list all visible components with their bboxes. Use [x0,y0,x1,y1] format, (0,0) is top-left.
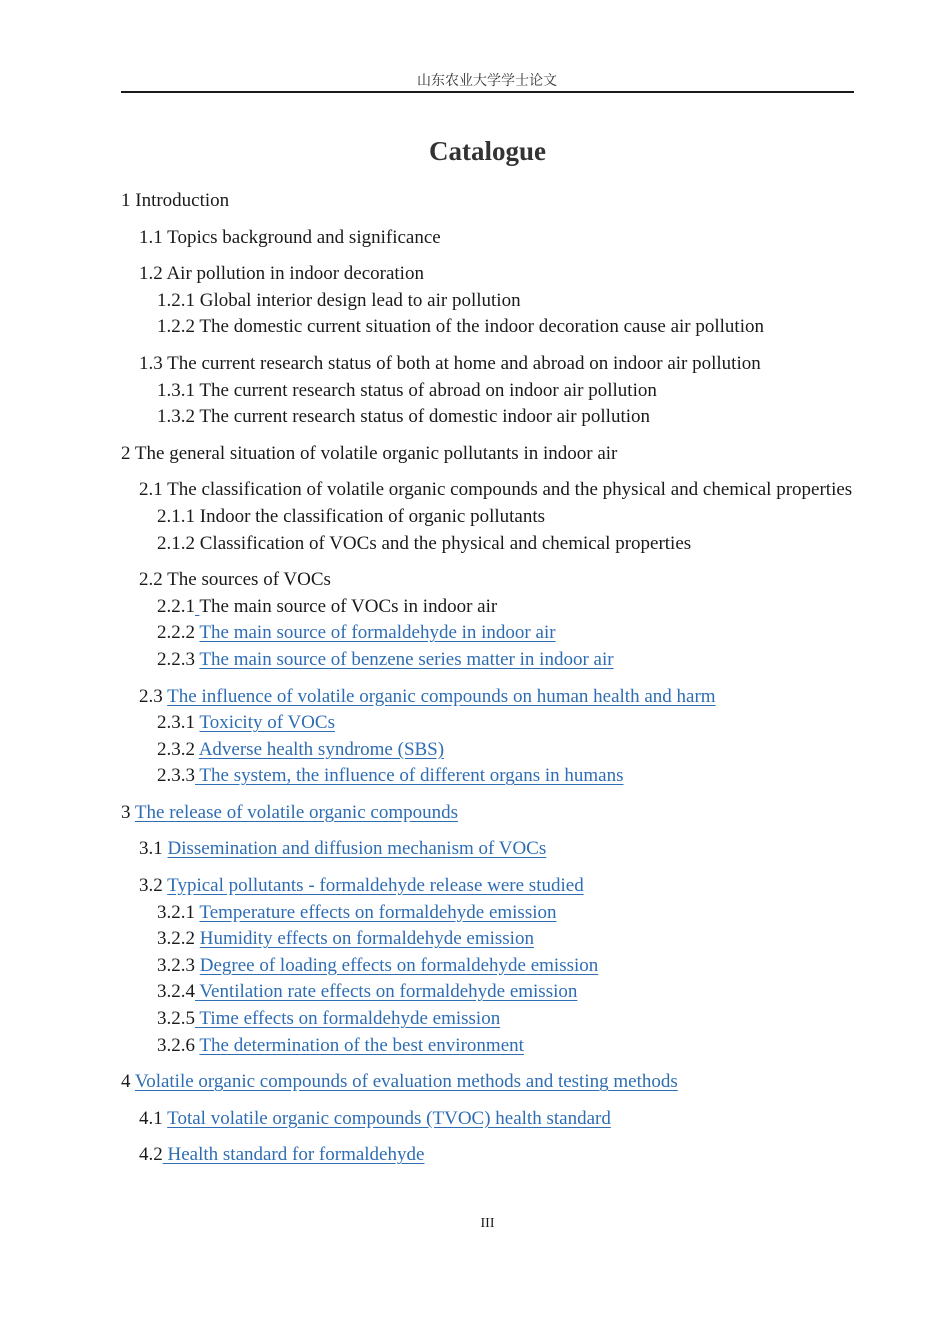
toc-entry-number: 2.1.2 [157,532,195,554]
toc-entry[interactable] [121,873,856,900]
toc-entry[interactable] [121,1033,856,1060]
toc-entry-link[interactable]: The release of volatile organic compounds [134,801,458,823]
toc-entry-title: The current research status of domestic indoor air pollution [199,406,651,428]
toc-entry-link[interactable]: The system, the influence of different organs in humans [199,765,624,787]
toc-entry[interactable] [121,1106,856,1133]
toc-entry-title: Global interior design lead to air pollution [199,289,521,311]
toc-entry-link[interactable]: Ventilation rate effects on formaldehyde emission [199,981,578,1003]
toc-entry-number: 2.3.2 [157,738,195,760]
toc-entry-link[interactable]: The influence of volatile organic compounds on human health and harm [167,685,716,707]
toc-entry-number: 1.3.1 [157,379,195,401]
toc-entry [121,261,856,288]
toc-entry-title: The general situation of volatile organic pollutants in indoor air [134,442,618,464]
toc-entry [121,188,856,215]
toc-entry-link[interactable]: Time effects on formaldehyde emission [199,1008,501,1030]
toc-entry-link[interactable]: Typical pollutants - formaldehyde release were studied [167,875,584,897]
toc-entry-title: The current research status of abroad on indoor air pollution [199,379,657,401]
page-number: III [480,1216,495,1231]
toc-entry[interactable] [121,979,856,1006]
toc-entry-number: 1.3.2 [157,406,195,428]
toc-entry-title: The current research status of both at home and abroad on indoor air pollution [167,352,761,374]
toc-entry-number: 2.3.1 [157,712,195,734]
toc-entry[interactable] [121,647,856,674]
toc-entry-number: 3.1 [139,838,163,860]
toc-entry[interactable] [121,620,856,647]
toc-entry [121,288,856,315]
toc-entry [121,404,856,431]
toc-entry[interactable] [121,836,856,863]
toc-entry-number: 3.2.5 [157,1008,195,1030]
toc-entry-number: 2.2 [139,569,163,591]
toc-entry-number: 2.3.3 [157,765,195,787]
toc-entry-title: The sources of VOCs [167,569,331,591]
toc-entry-link[interactable]: Health standard for formaldehyde [167,1144,425,1166]
toc-entry-number: 3.2.4 [157,981,195,1003]
toc-entry[interactable] [121,953,856,980]
toc-entry-title: The domestic current situation of the indoor decoration cause air pollution [199,316,764,338]
toc-entry-number: 3 [121,801,131,823]
toc-entry-number: 1.2 [139,263,163,285]
toc-entry-title: Introduction [135,190,230,211]
toc-entry-title: Air pollution in indoor decoration [166,263,424,285]
toc-entry-number: 1.2.2 [157,316,195,338]
toc-entry[interactable] [121,1069,856,1096]
page-title: Catalogue [429,136,546,166]
toc-entry-link[interactable]: Toxicity of VOCs [199,712,335,734]
toc-entry-number: 4.2 [139,1144,163,1166]
toc-entry[interactable] [121,737,856,764]
toc-entry-number: 1.3 [139,352,163,374]
toc-entry [121,531,856,558]
toc-entry[interactable] [121,1006,856,1033]
toc-entry-link[interactable]: The determination of the best environment [199,1034,524,1056]
toc-entry-link[interactable]: Adverse health syndrome (SBS) [198,738,445,760]
toc-entry-number: 4.1 [139,1107,163,1129]
toc-entry-title: Indoor the classification of organic pollutants [199,505,546,527]
toc-entry-title: The main source of VOCs in indoor air [199,595,498,617]
toc-entry-title: Classification of VOCs and the physical and chemical properties [199,532,692,554]
toc-entry-number: 3.2.3 [157,954,195,976]
toc-entry-link[interactable]: Degree of loading effects on formaldehyde emission [199,954,599,976]
toc-entry-title: The classification of volatile organic compounds and the physical and chemical properties [167,479,853,501]
toc-entry-link[interactable]: Humidity effects on formaldehyde emission [199,928,534,950]
toc-entry [121,441,856,468]
toc-entry[interactable] [121,763,856,790]
toc-entry-number: 4 [121,1071,131,1093]
toc-entry-number: 2.1.1 [157,505,195,527]
toc-entry [121,504,856,531]
toc-entry [121,567,856,594]
toc-entry[interactable] [121,710,856,737]
toc-entry [121,351,856,378]
toc-entry [121,378,856,405]
toc-entry-number: 3.2.2 [157,928,195,950]
toc-entry-link[interactable]: The main source of benzene series matter in indoor air [199,648,614,670]
toc-entry [121,594,856,621]
toc-entry-title: Topics background and significance [167,226,441,248]
toc-entry[interactable] [121,684,856,711]
header-rule [121,91,854,93]
toc-entry [121,477,856,504]
toc-entry-number: 1 [121,190,131,211]
toc-entry[interactable] [121,1142,856,1169]
toc-entry-number: 3.2.6 [157,1034,195,1056]
toc-entry-number: 2.2.2 [157,622,195,644]
toc-entry-number: 3.2 [139,875,163,897]
toc-entry-number: 1.1 [139,226,163,248]
toc-entry-number: 2.2.1 [157,595,195,617]
toc-entry-link[interactable]: Total volatile organic compounds (TVOC) health standard [167,1107,611,1129]
toc-entry-number: 1.2.1 [157,289,195,311]
running-header: 山东农业大学学士论文 [417,74,557,89]
toc-entry-link[interactable]: Temperature effects on formaldehyde emission [199,901,557,923]
toc-entry-number: 2.1 [139,479,163,501]
toc-entry[interactable] [121,800,856,827]
toc-entry-link[interactable]: The main source of formaldehyde in indoor air [199,622,556,644]
toc-entry[interactable] [121,926,856,953]
toc-entry-number: 2.3 [139,685,163,707]
toc-entry-link[interactable]: Dissemination and diffusion mechanism of VOCs [167,838,547,860]
toc-entry-number: 3.2.1 [157,901,195,923]
table-of-contents [121,188,856,1169]
toc-entry-link[interactable]: Volatile organic compounds of evaluation methods and testing methods [134,1071,678,1093]
toc-entry [121,225,856,252]
toc-entry-number: 2 [121,442,131,464]
toc-entry [121,314,856,341]
toc-entry[interactable] [121,900,856,927]
toc-entry-number: 2.2.3 [157,648,195,670]
